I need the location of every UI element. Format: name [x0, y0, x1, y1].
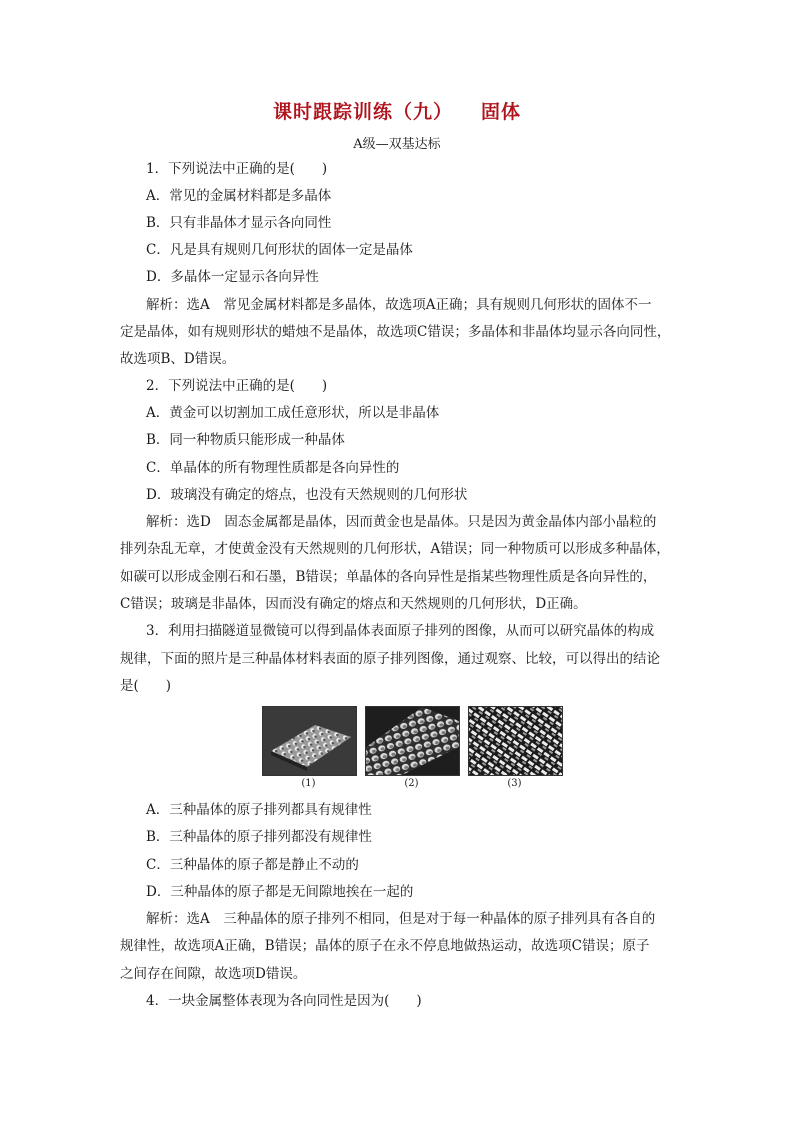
figure-caption-2: (2): [404, 778, 419, 789]
question-2-analysis-line: 如碳可以形成金刚石和石墨，B错误；单晶体的各向异性是指某些物理性质是各向异性的，: [120, 569, 657, 585]
question-3-stem: 3．利用扫描隧道显微镜可以得到晶体表面原子排列的图像，从而可以研究晶体的构成: [146, 623, 655, 639]
question-3-stem-line: 是( ): [120, 678, 172, 694]
question-3-option-b: B．三种晶体的原子排列都没有规律性: [146, 829, 372, 845]
question-1-analysis-line: 解析：选A 常见金属材料都是多晶体，故选项A正确；具有规则几何形状的固体不一: [146, 297, 652, 313]
question-1-option-a: A．常见的金属材料都是多晶体: [146, 188, 332, 204]
section-subtitle: A级—双基达标: [353, 137, 441, 152]
question-4-stem: 4．一块金属整体表现为各向同性是因为( ): [146, 993, 422, 1009]
question-2-stem: 2．下列说法中正确的是( ): [146, 378, 328, 394]
question-1-option-c: C．凡是具有规则几何形状的固体一定是晶体: [146, 242, 413, 258]
title-topic: 固体: [481, 101, 522, 123]
question-2-analysis-line: C错误；玻璃是非晶体，因而没有确定的熔点和天然规则的几何形状，D正确。: [120, 596, 587, 612]
figure-caption-3: (3): [507, 778, 522, 789]
question-2-analysis-line: 解析：选D 固态金属都是晶体，因而黄金也是晶体。只是因为黄金晶体内部小晶粒的: [146, 514, 657, 530]
crystal-photo-1: [262, 706, 357, 776]
question-2-option-a: A．黄金可以切割加工成任意形状，所以是非晶体: [146, 405, 440, 421]
question-3-option-a: A．三种晶体的原子排列都具有规律性: [146, 802, 372, 818]
stm-images-figure: [262, 706, 562, 798]
figure-caption-1: (1): [301, 778, 316, 789]
question-2-analysis-line: 排列杂乱无章，才使黄金没有天然规则的几何形状，A错误；同一种物质可以形成多种晶体，: [120, 541, 670, 557]
question-3-option-d: D．三种晶体的原子都是无间隙地挨在一起的: [146, 884, 414, 900]
crystal-photo-2: [365, 706, 460, 776]
question-3-analysis-line: 规律性，故选项A正确，B错误；晶体的原子在永不停息地做热运动，故选项C错误；原子: [120, 938, 650, 954]
question-2-option-d: D．玻璃没有确定的熔点，也没有天然规则的几何形状: [146, 487, 468, 503]
question-1-stem: 1．下列说法中正确的是( ): [146, 161, 328, 177]
question-1-option-d: D．多晶体一定显示各向异性: [146, 269, 319, 285]
question-1-analysis-line: 故选项B、D错误。: [120, 351, 236, 367]
question-3-analysis-line: 之间存在间隙，故选项D错误。: [120, 966, 307, 982]
question-2-option-b: B．同一种物质只能形成一种晶体: [146, 432, 345, 448]
question-3-analysis-line: 解析：选A 三种晶体的原子排列不相同，但是对于每一种晶体的原子排列具有各自的: [146, 911, 656, 927]
crystal-photo-3: [468, 706, 563, 776]
question-3-option-c: C．三种晶体的原子都是静止不动的: [146, 857, 359, 873]
page-title: [0, 97, 794, 124]
question-2-option-c: C．单晶体的所有物理性质都是各向异性的: [146, 460, 400, 476]
question-1-analysis-line: 定是晶体，如有规则形状的蜡烛不是晶体，故选项C错误；多晶体和非晶体均显示各向同性，: [120, 324, 671, 340]
question-3-stem-line: 规律，下面的照片是三种晶体材料表面的原子排列图像，通过观察、比较，可以得出的结论: [120, 651, 660, 667]
question-1-option-b: B．只有非晶体才显示各向同性: [146, 215, 332, 231]
title-main: 课时跟踪训练（九）: [272, 101, 453, 123]
